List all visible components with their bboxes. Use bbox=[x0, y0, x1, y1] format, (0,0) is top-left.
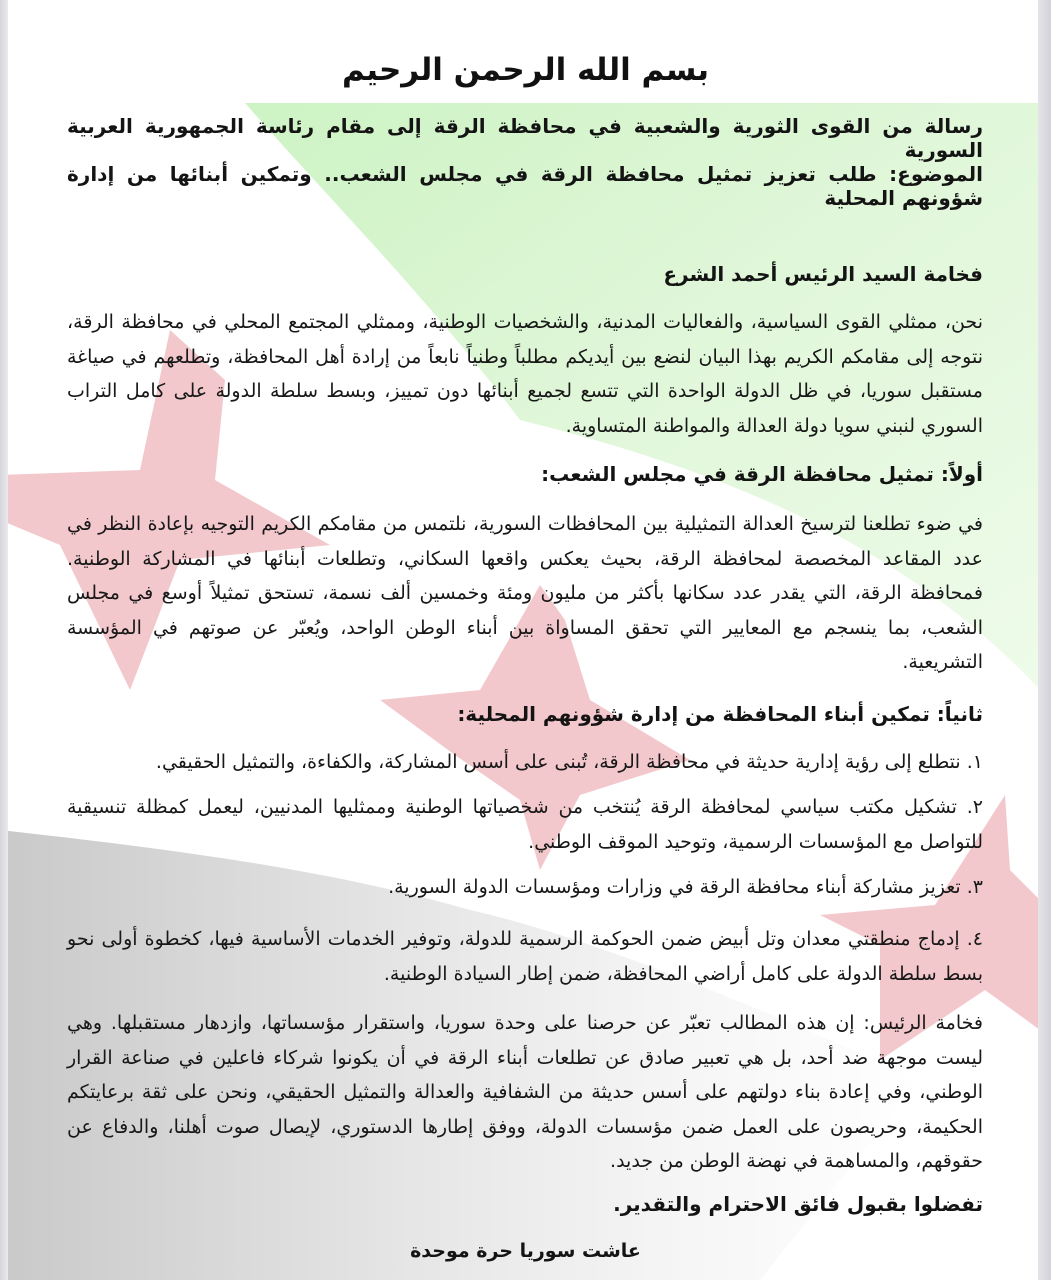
letter-subject: الموضوع: طلب تعزيز تمثيل محافظة الرقة في مجلس الشعب.. وتمكين أبنائها من إدارة شؤونهم المحلية bbox=[67, 162, 983, 210]
motto-text: عاشت سوريا حرة موحدة bbox=[410, 1240, 641, 1262]
sign-off: تفضلوا بقبول فائق الاحترام والتقدير. bbox=[613, 1192, 983, 1216]
salutation: فخامة السيد الرئيس أحمد الشرع bbox=[663, 262, 983, 286]
list-item: ٢. تشكيل مكتب سياسي لمحافظة الرقة يُنتخب من شخصياتها الوطنية وممثليها المدنيين، ليعمل كمظلة تنسيقية للتواصل مع المؤسسات الرسمية، وتوحيد الموقف الوطني. bbox=[67, 796, 983, 853]
list-item: ١. نتطلع إلى رؤية إدارية حديثة في محافظة الرقة، تُبنى على أسس المشاركة، والكفاءة، والتمثيل الحقيقي. bbox=[155, 751, 983, 773]
section-2-heading: ثانياً: تمكين أبناء المحافظة من إدارة شؤونهم المحلية: bbox=[457, 702, 983, 726]
list-item: ٣. تعزيز مشاركة أبناء محافظة الرقة في وزارات ومؤسسات الدولة السورية. bbox=[388, 876, 983, 898]
section-1-heading: أولاً: تمثيل محافظة الرقة في مجلس الشعب: bbox=[541, 462, 983, 486]
closing-paragraph: فخامة الرئيس: إن هذه المطالب تعبّر عن حرصنا على وحدة سوريا، واستقرار مؤسساتها، وازدهار مستقبلها. وهي ليست موجهة ضد أحد، بل هي تعبير صادق عن تطلعات أبناء الرقة في أن يكونوا شركاء فاعلين في صناعة القرار الوطني، وفي إعادة بناء دولتهم على أسس حديثة من الشفافية والعدالة والتمثيل الحقيقي، ونحن على ثقة برعايتكم الحكيمة، وحريصون على العمل ضمن مؤسسات الدولة، ووفق إطارها الدستوري، لإيصال صوت أهلنا، والدفاع عن حقوقهم، والمساهمة في نهضة الوطن من جديد. bbox=[67, 1012, 983, 1172]
right-border bbox=[1038, 0, 1051, 1280]
intro-paragraph: نحن، ممثلي القوى السياسية، والفعاليات المدنية، والشخصيات الوطنية، وممثلي المجتمع المحلي في محافظة الرقة، نتوجه إلى مقامكم الكريم بهذا البيان لنضع بين أيديكم مطلباً وطنياً نابعاً من إرادة أهل المحافظة، وتطلعهم في صياغة مستقبل سوريا، في ظل الدولة الواحدة التي تتسع لجميع أبنائها دون تمييز، وبسط سلطة الدولة على كامل التراب السوري لنبني سويا دولة العدالة والمواطنة المتساوية. bbox=[67, 311, 983, 437]
closing-motto bbox=[0, 1240, 1051, 1262]
bismillah-title: بسم الله الرحمن الرحيم bbox=[341, 52, 710, 88]
list-item: ٤. إدماج منطقتي معدان وتل أبيض ضمن الحوكمة الرسمية للدولة، وتوفير الخدمات الأساسية فيها، كخطوة أولى نحو بسط سلطة الدولة على كامل أراضي المحافظة، ضمن إطار السيادة الوطنية. bbox=[67, 928, 983, 985]
left-border bbox=[0, 0, 8, 1280]
letter-header: رسالة من القوى الثورية والشعبية في محافظة الرقة إلى مقام رئاسة الجمهورية العربية السورية bbox=[67, 114, 983, 162]
section-1-paragraph: في ضوء تطلعنا لترسيخ العدالة التمثيلية بين المحافظات السورية، نلتمس من مقامكم الكريم التوجيه بإعادة النظر في عدد المقاعد المخصصة لمحافظة الرقة، بحيث يعكس واقعها السكاني، وتطلعات أبنائها في المشاركة الوطنية. فمحافظة الرقة، التي يقدر عدد سكانها بأكثر من مليون ومئة وخمسين ألف نسمة، تستحق تمثيلاً أوسع في مجلس الشعب، بما ينسجم مع المعايير التي تحقق المساواة بين أبناء الوطن الواحد، ويُعبّر عن صوتهم في المؤسسة التشريعية. bbox=[67, 513, 983, 673]
